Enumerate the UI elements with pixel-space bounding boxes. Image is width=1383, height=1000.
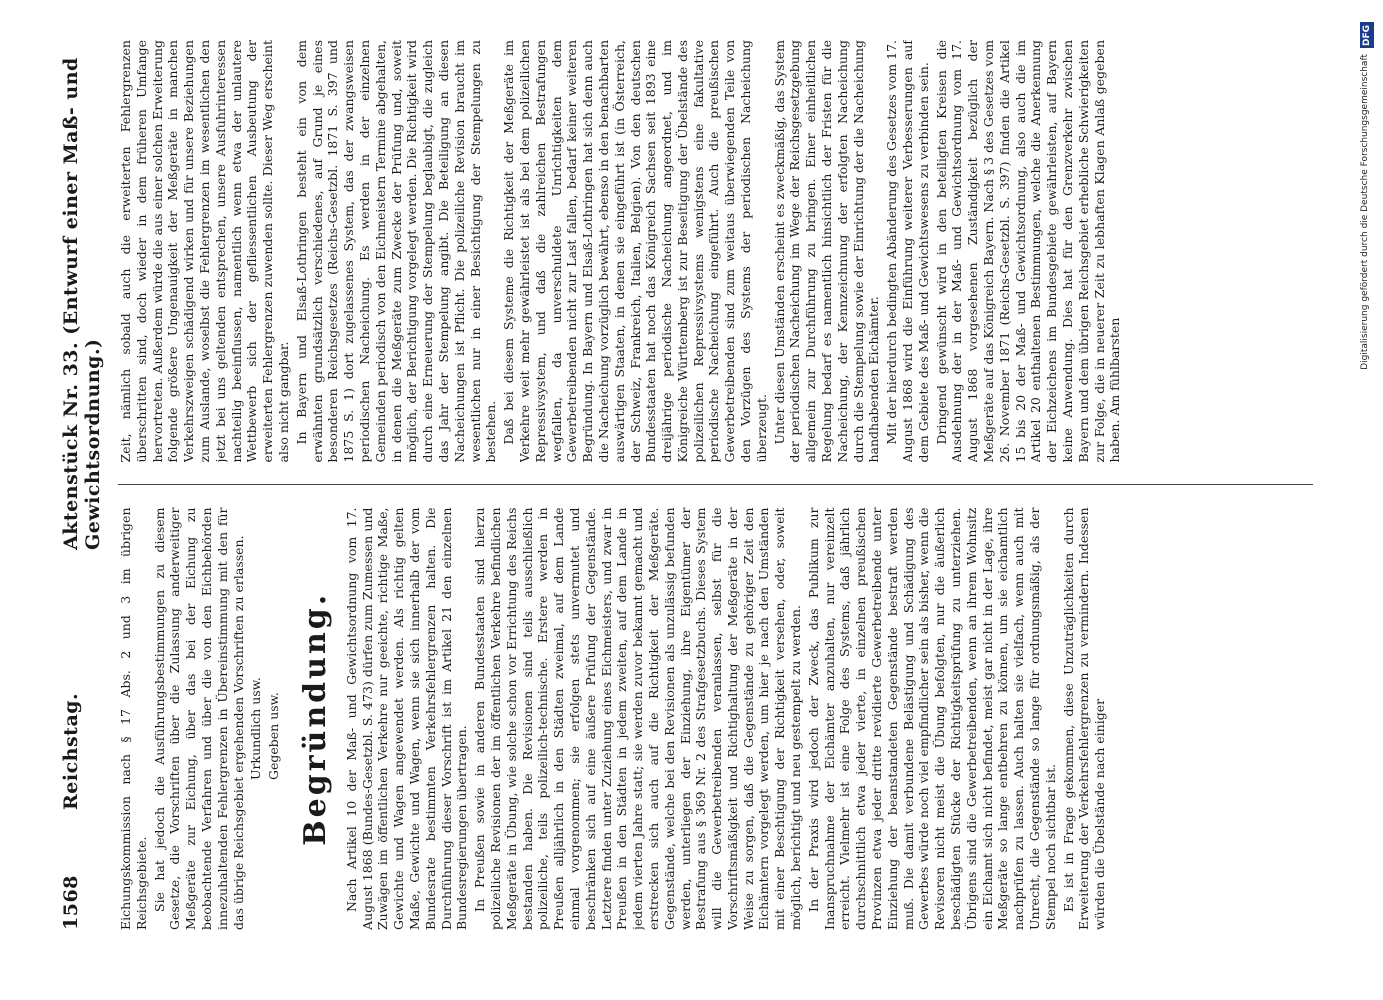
body-paragraph: Daß bei diesem Systeme die Richtigkeit der Meßgeräte im Verkehre weit mehr gewährleistet ist als bei dem polizeilichen Repressivsystem, und daß die zahlreichen Bestrafungen wegfallen, da unverschuldete Unrichtigkeiten dem Gewerbetreibenden nicht zur Last fallen, bedarf keiner weiteren Begründung. In Bayern und Elsaß-Lothringen hat sich denn auch die Nacheichung vorzüglich bewährt, ebenso in den benachbarten auswärtigen Staaten, in denen sie eingeführt ist (in Österreich, der Schweiz, Frankreich, Italien, Belgien). Von den deutschen Bundesstaaten hat noch das Königreich Sachsen seit 1893 eine dreijährige periodische Nacheichung angeordnet, und im Königreiche Württemberg ist zur Beseitigung der Übelstände des polizeilichen Repressivsystems wenigstens eine fakultative periodische Nacheichung eingeführt. Auch die preußischen Gewerbetreibenden sind zum weitaus überwiegenden Teile von den Vorzügen des Systems der periodischen Nacheichung überzeugt. — [501, 40, 769, 463]
page-header — [60, 40, 104, 930]
dfg-logo: DFG — [1360, 22, 1374, 48]
left-column — [118, 508, 1313, 931]
header-right-title: Aktenstück Nr. 33. (Entwurf einer Maß- und Gewichtsordnung.) — [60, 57, 104, 550]
left-paragraph-1: Eichungskommission nach § 17 Abs. 2 und 3 im übrigen Reichsgebiete. — [118, 507, 149, 930]
body-paragraph: Nach Artikel 10 der Maß- und Gewichtsordnung vom 17. August 1868 (Bundes-Gesetzbl. S. 473) dürfen zum Zumessen und Zuwägen im öffentlichen Verkehre nur geeichte, richtige Maße, Gewichte und Wagen angewendet werden. Als richtig gelten Maße, Gewichte und Wagen, wenn sie sich innerhalb der vom Bundesrate bestimmten Verkehrsfehlergrenzen halten. Die Durchführung dieser Vorschrift ist im Artikel 21 den einzelnen Bundesregierungen übertragen. — [343, 507, 470, 930]
text-columns — [118, 40, 1313, 930]
body-paragraph: In Bayern und Elsaß-Lothringen besteht ein von dem erwähnten grundsätzlich verschiedenes, auf Grund je eines besonderen Reichsgesetzes (Reichs-Gesetzbl. 1871 S. 397 und 1875 S. 1) dort zugelassenes System, das der zwangsweisen periodischen Nacheichung. Es werden in der einzelnen Gemeinden periodisch von den Eichmeistern Termine abgehalten, in denen die Meßgeräte zum Zwecke der Prüfung und, soweit möglich, der Berichtigung vorgelegt werden. Die Richtigkeit wird durch eine Erneuerung der Stempelung beglaubigt, die zugleich das Jahr der Stempelung angibt. Die Beteiligung an diesen Nacheichungen ist Pflicht. Die polizeiliche Revision braucht im wesentlichen nur in einer Besichtigung der Stempelungen zu bestehen. — [293, 40, 499, 463]
header-left-title: Reichstag. — [60, 692, 82, 810]
right-column — [118, 40, 1313, 463]
body-paragraph: In Preußen sowie in anderen Bundesstaaten sind hierzu polizeiliche Revisionen der im öffentlichen Verkehre befindlichen Meßgeräte in Übung, wie solche schon vor Errichtung des Reichs bestanden haben. Die Revisionen sind teils ausschließlich polizeiliche, teils polizeilich-technische. Erstere werden in Preußen alljährlich in den Städten zweimal, auf dem Lande einmal vorgenommen; sie erfolgen stets unvermutet und beschränken sich auf eine äußere Prüfung der Gegenstände. Letztere finden unter Zuziehung eines Eichmeisters, und zwar in Preußen in den Städten in jedem zweiten, auf dem Lande in jedem vierten Jahre statt; sie werden zuvor bekannt gemacht und erstrecken sich auch auf die Richtigkeit der Meßgeräte. Gegenstände, welche bei den Revisionen als unzulässig befunden werden, unterliegen der Einziehung, ihre Eigentümer der Bestrafung aus § 369 Nr. 2 des Strafgesetzbuchs. Dieses System will die Gewerbetreibenden veranlassen, selbst für die Vorschriftsmäßigkeit und Richtighaltung der Meßgeräte in der Weise zu sorgen, daß die Gegenstände zu gehöriger Zeit den Eichämtern vorgelegt werden, um hier je nach den Umständen mit einer Beschtigung der Richtigkeit versehen, oder, soweit möglich, berichtigt und neu gestempelt zu werden. — [472, 507, 804, 930]
left-paragraph-2: Sie hat jedoch die Ausführungsbestimmungen zu diesem Gesetze, die Vorschriften über die Zulassung anderweitiger Meßgeräte zur Eichung, über das bei der Eichung zu beobachtende Verfahren und über die von den Eichbehörden innezuhaltenden Fehlergrenzen in Übereinstimmung mit den für das übrige Reichsgebiet ergehenden Vorschriften zu erlassen. — [151, 507, 246, 930]
body-paragraph: In der Praxis wird jedoch der Zweck, das Publikum zur Inanspruchnahme der Eichämter anzuhalten, nur vereinzelt erreicht. Vielmehr ist eine Folge des Systems, daß jährlich durchschnittlich etwa jeder vierte, in einzelnen preußischen Provinzen etwa jeder dritte revidierte Gewerbetreibende unter Einziehung der beanstandeten Gegenstände bestraft werden muß. Die damit verbundene Belästigung und Schädigung des Gewerbes würde noch viel empfindlicher sein als bisher, wenn die Revisoren nicht meist die Übung befolgten, nur die äußerlich beschädigten Stücke der Richtigkeitsprüfung zu unterziehen. Übrigens sind die Gewerbetreibenden, wenn an ihrem Wohnsitz ein Eichamt sich nicht befindet, meist gar nicht in der Lage, ihre Meßgeräte so lange entbehren zu können, um sie eichamtlich nachprüfen zu lassen. Auch halten sie vielfach, wenn auch mit Unrecht, die Gegenstände so lange für ordnungsmäßig, als der Stempel noch sichtbar ist. — [805, 507, 1058, 930]
digitization-note: Digitalisierung gefördert durch die Deutsche Forschungsgemeinschaft — [1360, 54, 1370, 370]
body-paragraph: Zeit, nämlich sobald auch die erweiterten Fehlergrenzen überschritten sind, doch wieder in dem früheren Umfange hervortreten. Außerdem würde die aus einer solchen Erweiterung folgende größere Ungenauigkeit der Meßgeräte in manchen Verkehrszweigen schädigend wirken und für unsere Beziehungen zum Auslande, woselbst die Fehlergrenzen im wesentlichen den jetzt bei uns geltenden entsprechen, unsere Ausfuhrinteressen nachteilig beeinflussen, namentlich wenn etwa der unlautere Wettbewerb sich der gefliessentlichen Ausbeutung der erweiterten Fehlergrenzen zuwenden sollte. Dieser Weg erscheint also nicht gangbar. — [118, 40, 291, 463]
page-number: 1568 — [60, 875, 82, 930]
section-heading: Begründung. — [297, 591, 333, 846]
body-paragraph: Dringend gewünscht wird in den beteiligten Kreisen die Ausdehnung der in der Maß- und Gewichtsordnung vom 17. August 1868 vorgesehenen Zuständigkeit bezüglich der Meßgeräte auf das Königreich Bayern. Nach § 3 des Gesetzes vom 26. November 1871 (Reichs-Gesetzbl. S. 397) finden die Artikel 15 bis 20 der Maß- und Gewichtsordnung, also auch die im Artikel 20 enthaltenen Bestimmungen, welche die Anerkennung der Eichzeichens im Bundesgebiete gewährleisten, auf Bayern keine Anwendung. Dies hat für den Grenzverkehr zwischen Bayern und dem übrigen Reichsgebiet erhebliche Schwierigkeiten zur Folge, die in neuerer Zeit zu lebhaften Klagen Anlaß gegeben haben. Am fühlbarsten — [933, 40, 1123, 463]
body-paragraph: Es ist in Frage gekommen, diese Unzuträglichkeiten durch Erweiterung der Verkehrsfehlergrenzen zu vermindern. Indessen würden die Übelstände nach einiger — [1060, 507, 1108, 930]
digitization-sidebar — [1353, 10, 1379, 990]
closing-formula-2: Gegeben usw. — [266, 692, 282, 780]
body-paragraph: Unter diesen Umständen erscheint es zweckmäßig, das System der periodischen Nacheichung im Wege der Reichsgesetzgebung allgemein zur Durchführung zu bringen. Einer einheitlichen Regelung bedarf es namentlich hinsichtlich der Fristen für die Nacheichung, der Kennzeichnung der erfolgten Nacheichung durch die Stempelung sowie der Einrichtung der die Nacheichung handhabenden Eichämter. — [771, 40, 882, 463]
closing-formula-1: Urkundlich usw. — [248, 677, 264, 780]
column-divider — [118, 485, 1313, 486]
body-paragraph: Mit der hierdurch bedingten Abänderung des Gesetzes vom 17. August 1868 wird die Einführung weiterer Verbesserungen auf dem Gebiete des Maß- und Gewichtswesens zu verbinden sein. — [884, 40, 931, 463]
